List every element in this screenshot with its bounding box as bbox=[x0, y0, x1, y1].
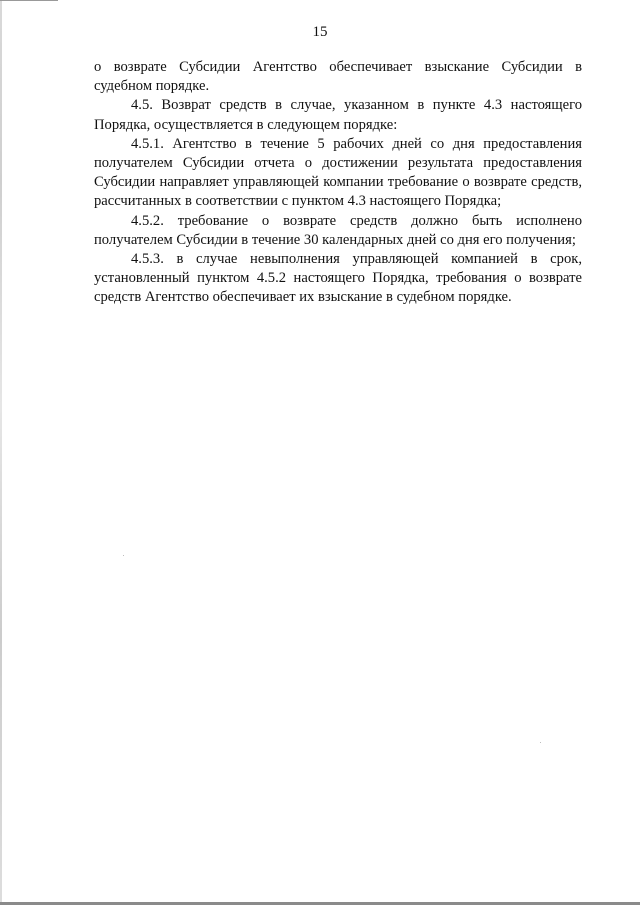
paragraph-4-5-2: 4.5.2. требование о возврате средств должно быть исполнено получателем Субсидии в течение 30 календарных дней со дня его получения; bbox=[94, 212, 582, 248]
scan-speck bbox=[123, 555, 124, 556]
paragraph-continuation: о возврате Субсидии Агентство обеспечивает взыскание Субсидии в судебном порядке. bbox=[94, 59, 582, 95]
scan-speck bbox=[540, 742, 541, 743]
paragraph-4-5-1: 4.5.1. Агентство в течение 5 рабочих дней со дня предоставления получателем Субсидии отчета о достижении результата предоставления Субсидии направляет управляющей компании требование о возврате средств, рассчитанных в соответствии с пунктом 4.3 настоящего Порядка; bbox=[94, 135, 582, 210]
body-text bbox=[94, 58, 582, 308]
paragraph-4-5-3: 4.5.3. в случае невыполнения управляющей компанией в срок, установленный пунктом 4.5.2 настоящего Порядка, требования о возврате средств Агентство обеспечивает их взыскание в судебном порядке. bbox=[94, 251, 582, 306]
page-number: 15 bbox=[312, 24, 328, 40]
scan-edge-left bbox=[0, 0, 2, 905]
paragraph-4-5: 4.5. Возврат средств в случае, указанном в пункте 4.3 настоящего Порядка, осуществляется в следующем порядке: bbox=[94, 97, 582, 133]
scan-edge-top bbox=[0, 0, 58, 1]
